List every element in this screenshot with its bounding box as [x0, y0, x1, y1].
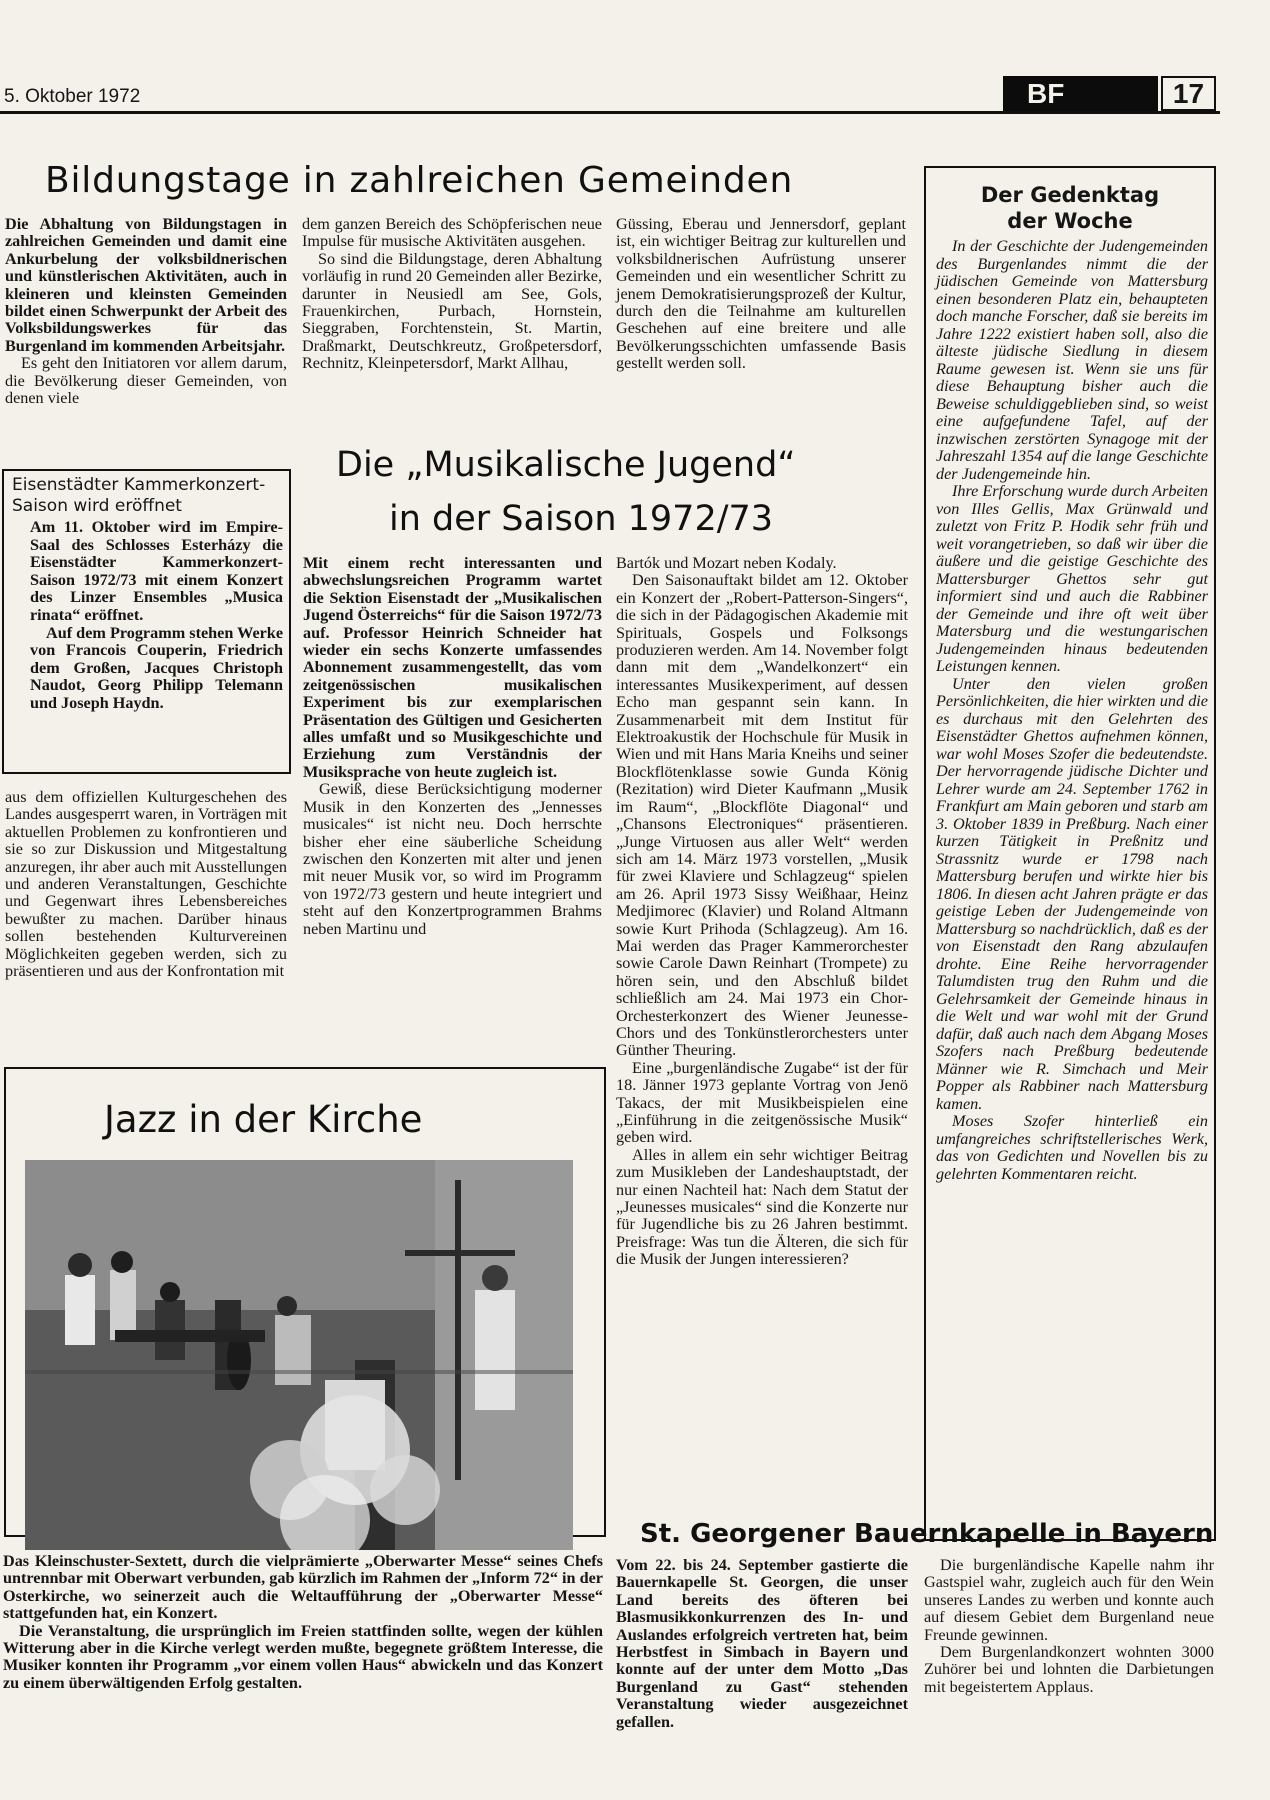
- gedenktag-body: In der Geschichte der Judengemeinden des Burgenlandes nimmt die der jüdischen Gemeinde von Mattersburg einen besonderen Platz ein, behaupteten doch manche Forscher, daß sie bereits im Jahre 1222 existiert haben soll, also die älteste jüdische Siedlung in diesem Raume gewesen ist. Wenn sie uns für diese Behauptung bisher auch die Beweise schuldiggeblieben sind, so weist eine aufgefundene Tafel, auf der inzwischen zerstörten Synagoge mit der Jahreszahl 1354 auf die lange Geschichte der Judengemeinde hin. Ihre Erforschung wurde durch Arbeiten von Illes Gellis, Max Grünwald und zuletzt von Fritz P. Hodik sehr früh und weit vorangetrieben, so daß wir über die äußere und die geistige Geschichte des Mattersburger Ghettos sehr gut informiert sind und auch die Rabbiner der Gemeinde und ihre oft weit über Matersburg und die westungarischen Judengemeinden hinaus bedeutenden Leistungen kennen. Unter den vielen großen Persönlichkeiten, die hier wirkten und die es durchaus mit den Gelehrten des Eisenstädter Ghettos aufnehmen können, war wohl Moses Szofer die bedeutendste. Der hervorragende jüdische Dichter und Lehrer wurde am 24. September 1762 in Frankfurt am Main geboren und starb am 3. Oktober 1839 in Preßburg. Nach einer kurzen Tätigkeit in Preßnitz und Strassnitz wurde er 1798 nach Mattersburg berufen und wirkte hier bis 1806. In diesen acht Jahren prägte er das geistige Leben der Judengemeinde von Mattersburg so nachdrücklich, daß es der von Eisenstadt den Rang abzulaufen drohte. Eine Reihe hervorragender Talumdisten trug den Ruhm und die Gelehrsamkeit der Gemeinde hinaus in die Welt und war wohl mit der Grund dafür, daß auch nach dem Abgang Moses Szofers nach Preßburg bedeutende Männer wie R. Simchach und Meir Popper als Rabbiner nach Mattersburg kamen. Moses Szofer hinterließ ein umfangreiches schriftstellerisches Werk, das von Gedichten und Novellen bis zu gelehrten Kommentaren reicht.: [936, 237, 1208, 1183]
- bildungstage-col3: Güssing, Eberau und Jennersdorf, geplant ist, ein wichtiger Beitrag zur kulturellen und volksbildnerischen Aufrüstung unserer Gemeinden und ein wesentlicher Schritt zu jenem Demokratisierungsprozeß der Kultur, durch den die Teilnahme am kulturellen Geschehen auf eine breitere und alle Bevölkerungsschichten umfassende Basis gestellt werden soll.: [616, 215, 906, 373]
- kammerkonzert-box: [2, 469, 291, 774]
- bildungstage-col1: [5, 216, 287, 407]
- musikalische-jugend-col1: Mit einem recht interessanten und abwechslungsreichen Programm wartet die Sektion Eisenstadt der „Musikalischen Jugend Österreichs“ für die Saison 1972/73 auf. Professor Heinrich Schneider hat wieder ein sechs Konzerte umfassendes Abonnement zusammengestellt, das vom zeitgenössischen musikalischen Experiment bis zur exemplarischen Präsentation des Gültigen und Gesicherten alles umfaßt und so Musikgeschichte und Erziehung zum Verständnis der Musiksprache von heute zugleich ist. Gewiß, diese Berücksichtigung moderner Musik in den Konzerten des „Jennesses musicales“ ist nicht neu. Doch herrschte bisher eher eine säuberliche Scheidung zwischen den Konzerten mit alter und jenen mit neuer Musik vor, so wird im Programm von 1972/73 gestern und heute integriert und steht auf den Konzertprogrammen Brahms neben Martinu und: [303, 554, 602, 938]
- bauernkapelle-col2: Die burgenländische Kapelle nahm ihr Gastspiel wahr, zugleich auch für den Wein unseres Landes zu werben und konnte auch auf diesem Gebiet dem Burgenland neue Freunde gewinnen. Dem Burgenlandkonzert wohnten 3000 Zuhörer bei und lohnten die Darbietungen mit begeistertem Applaus.: [924, 1556, 1214, 1696]
- bildungstage-col2: dem ganzen Bereich des Schöpferischen neue Impulse für musische Aktivitäten ausgehen. So sind die Bildungstage, deren Abhaltung vorläufig in rund 20 Gemeinden aller Bezirke, darunter in Neusiedl am See, Gols, Frauenkirchen, Purbach, Hornstein, Sieggraben, Forchtenstein, St. Martin, Draßmarkt, Deutschkreutz, Großpetersdorf, Rechnitz, Kleinpetersdorf, Markt Allhau,: [302, 215, 602, 373]
- section-tag: BF: [1003, 76, 1158, 111]
- kammerkonzert-title: Eisenstädter Kammerkonzert- Saison wird eröffnet: [12, 475, 266, 516]
- musikalische-jugend-col2: Bartók und Mozart neben Kodaly. Den Saisonauftakt bildet am 12. Oktober ein Konzert der „Robert-Patterson-Singers“, die sich in der Pädagogischen Akademie mit Spirituals, Gospels und Folksongs produzieren werden. Am 14. November folgt dann mit dem „Wandelkonzert“ ein interessantes Musikexperiment, auf dessen Echo man gespannt sein kann. In Zusammenarbeit mit dem Institut für Elektroakustik der Hochschule für Musik in Wien und mit Hans Maria Kneihs und seiner Blockflötenklasse sowie Gunda König (Rezitation) wird Dieter Kaufmann „Musik im Raum“, „Blockflöte Diagonal“ und „Chansons Electroniques“ präsentieren. „Junge Virtuosen aus aller Welt“ werden sich am 14. März 1973 vorstellen, „Musik für zwei Klaviere und Schlagzeug“ spielen am 26. April 1973 Sissy Weißhaar, Heinz Medjimorec (Klavier) und Roland Altmann sowie Kurt Prihoda (Schlagzeug). Am 16. Mai werden das Prager Kammerorchester sowie Carole Dawn Reinhart (Trompete) zu hören sein, und den Abschluß bildet schließlich am 24. Mai 1973 ein Chor-Orchesterkonzert des Wiener Jeunesse-Chors und des Tonkünstlerorchesters unter Günther Theuring. Eine „burgenländische Zugabe“ ist der für 18. Jänner 1973 geplante Vortrag von Jenö Takacs, der mit Musikbeispielen eine „Einführung in die zeitgenössische Musik“ geben wird. Alles in allem ein sehr wichtiger Beitrag zum Musikleben der Landeshauptstadt, der nur einen Nachteil hat: Nach dem Statut der „Jeunesses musicales“ sind die Konzerte nur für Jugendliche bis zu 26 Jahren bestimmt. Preisfrage: Was tun die Älteren, die sich für die Musik der Jungen interessieren?: [616, 554, 908, 1269]
- jazz-photo: [25, 1160, 573, 1550]
- bildungstage-p2: Es geht den Initiatoren vor allem darum, die Bevölkerung dieser Gemeinden, von denen viele: [5, 354, 287, 408]
- page-number: 17: [1161, 76, 1216, 111]
- issue-date: 5. Oktober 1972: [4, 86, 141, 107]
- gedenktag-title: Der Gedenktag der Woche: [980, 183, 1160, 233]
- bildungstage-headline: Bildungstage in zahlreichen Gemeinden: [45, 160, 794, 201]
- bauernkapelle-headline: St. Georgener Bauernkapelle in Bayern: [640, 1519, 1214, 1549]
- photo-musicians-in-church: [25, 1160, 573, 1550]
- header-rule: [0, 111, 1220, 114]
- gedenktag-box: [924, 166, 1216, 1541]
- musikalische-jugend-headline-2: in der Saison 1972/73: [389, 499, 774, 539]
- jazz-caption: Das Kleinschuster-Sextett, durch die vielprämierte „Oberwarter Messe“ seines Chefs untrennbar mit Oberwart verbunden, gab kürzlich im Rahmen der „Inform 72“ in der Osterkirche, wo seinerzeit auch die Weltaufführung der „Oberwarter Messe“ stattgefunden hat, ein Konzert. Die Veranstaltung, die ursprünglich im Freien stattfinden sollte, wegen der kühlen Witterung aber in die Kirche verlegt werden mußte, begegnete größtem Interesse, die Musiker konnten ihr Programm „vor einem vollen Haus“ abwickeln und das Konzert zu einem überwältigenden Erfolg gestalten.: [3, 1552, 603, 1692]
- musikalische-jugend-headline-1: Die „Musikalische Jugend“: [336, 445, 796, 485]
- kammerkonzert-body: Am 11. Oktober wird im Empire-Saal des Schlosses Esterházy die Eisenstädter Kammerkonzert-Saison 1972/73 mit einem Konzert des Linzer Ensembles „Musica rinata“ eröffnet. Auf dem Programm stehen Werke von Francois Couperin, Friedrich dem Großen, Jacques Christoph Naudot, Georg Philipp Telemann und Joseph Haydn.: [30, 518, 283, 712]
- bildungstage-lead: Die Abhaltung von Bildungstagen in zahlreichen Gemeinden und damit eine Ankurbelung der volksbildnerischen und künstlerischen Aktivitäten, auch in kleineren und kleinsten Gemeinden bildet einen Schwerpunkt der Arbeit des Volksbildungswerkes für das Burgenland im kommenden Arbeitsjahr.: [5, 215, 287, 355]
- bauernkapelle-col1: Vom 22. bis 24. September gastierte die Bauernkapelle St. Georgen, die unser Land bereits des öfteren bei Blasmusikkonkurrenzen des In- und Auslandes erfolgreich vertreten hat, beim Herbstfest in Simbach in Bayern und konnte auf der unter dem Motto „Das Burgenland zu Gast“ stehenden Veranstaltung wieder ausgezeichnet gefallen.: [616, 1556, 908, 1731]
- jazz-headline: Jazz in der Kirche: [104, 1098, 423, 1141]
- bildungstage-col1-continued: aus dem offiziellen Kulturgeschehen des Landes ausgesperrt waren, in Vorträgen mit aktuellen Problemen zu konfrontieren und sie so zur Diskussion und Mitgestaltung anzuregen, ihr aber auch mit Ausstellungen und anderen Veranstaltungen, Geschichte und Gegenwart ihres Lebensbereiches bewußter zu machen. Darüber hinaus sollen bestehenden Kulturvereinen Möglichkeiten gegeben werden, sich zu präsentieren und aus der Konfrontation mit: [5, 788, 287, 981]
